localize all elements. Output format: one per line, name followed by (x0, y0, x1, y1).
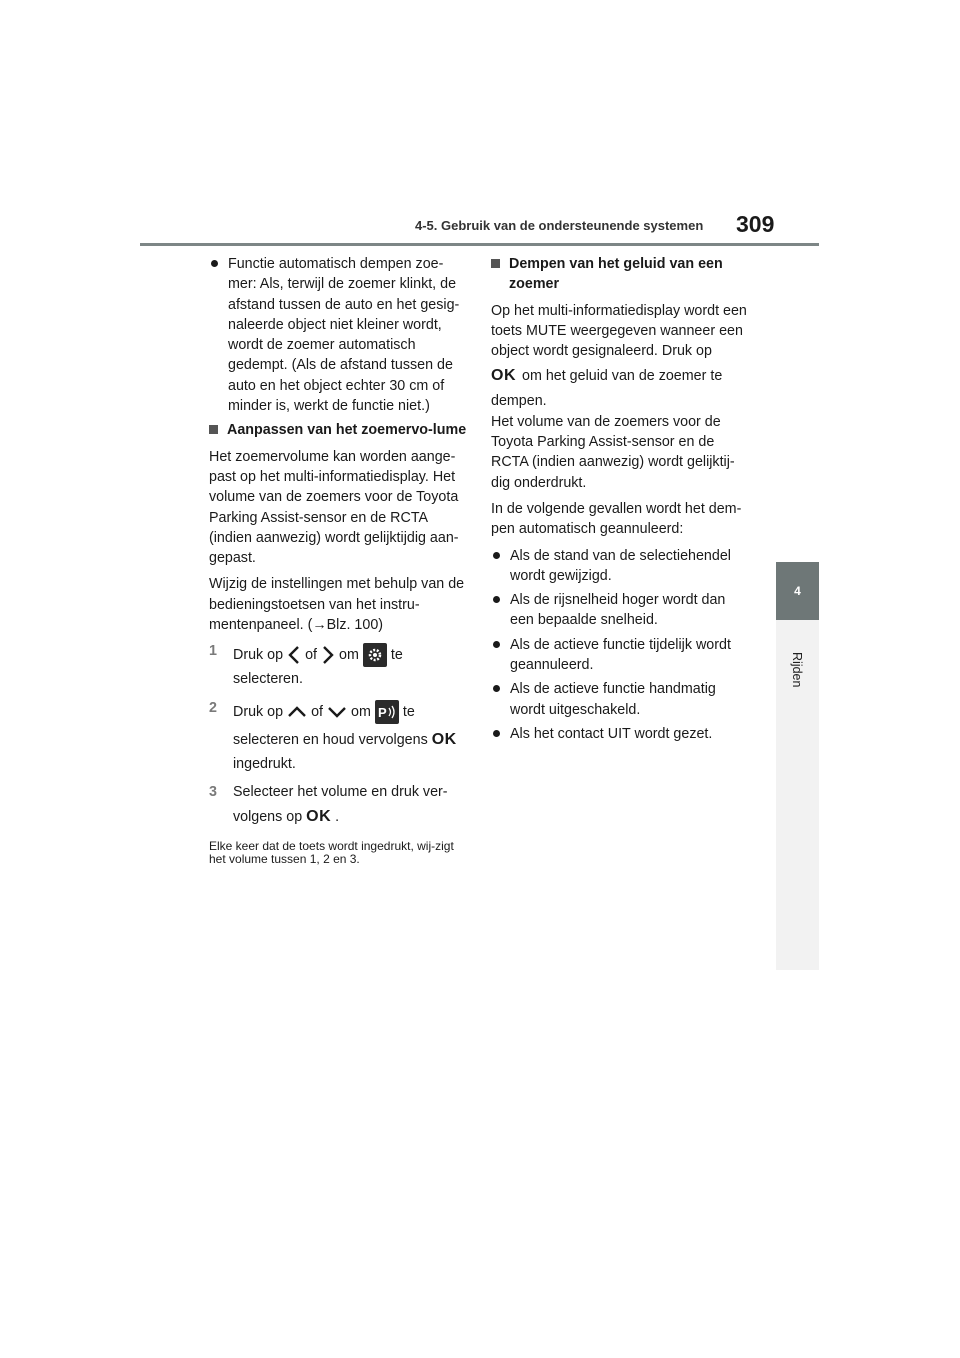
step-3 (209, 782, 469, 832)
step-text: om (339, 647, 359, 664)
list-item: Als het contact UIT wordt gezet. (491, 724, 753, 744)
ok-button-icon: OK (491, 367, 516, 385)
chevron-right-icon (321, 645, 335, 665)
step-text: of (305, 647, 317, 664)
step-number: 1 (209, 643, 217, 660)
list-item: Als de actieve functie tijdelijk wordt geannuleerd. (491, 635, 753, 676)
svg-text:P: P (377, 704, 387, 720)
step-number: 2 (209, 699, 217, 716)
paragraph-mute-cont: dempen. (491, 393, 547, 410)
paragraph-mute-volume: Het volume van de zoemers voor de Toyota Parking Assist-sensor en de RCTA (indien aanwezig) wordt gelijktij-dig onderdrukt. (491, 413, 735, 491)
ok-button-icon: OK (431, 730, 457, 748)
paragraph-mute-cont: om het geluid van de zoemer te (522, 368, 723, 385)
step-text: Druk op (233, 703, 284, 720)
step-text: ingedrukt. (233, 755, 296, 772)
chevron-left-icon (287, 645, 301, 665)
chevron-down-icon (327, 705, 347, 719)
left-column (209, 254, 469, 866)
step-1 (209, 641, 469, 689)
step-text: selecteren. (233, 671, 303, 688)
section-title: 4-5. Gebruik van de ondersteunende systemen (415, 218, 704, 233)
header-rule (140, 243, 819, 246)
list-item: Als de actieve functie handmatig wordt uitgeschakeld. (491, 679, 753, 720)
list-item: Als de stand van de selectiehendel wordt gewijzigd. (491, 546, 753, 587)
step-text: . (335, 809, 340, 826)
step-text: selecteren en houd vervolgens (233, 731, 428, 748)
chapter-tab-label: Rijden (790, 652, 804, 688)
ok-button-icon: OK (306, 808, 332, 826)
step-text: Selecteer het volume en druk ver- (233, 783, 448, 800)
chevron-up-icon (287, 705, 307, 719)
right-column (491, 254, 753, 748)
step-text: om (351, 703, 371, 720)
step-number: 3 (209, 783, 217, 800)
step-2 (209, 698, 469, 774)
heading-volume: Aanpassen van het zoemervo-lume (209, 420, 469, 440)
gear-icon (363, 643, 387, 667)
step-text: te (390, 647, 403, 664)
volume-note: Elke keer dat de toets wordt ingedrukt, wij-zigt het volume tussen 1, 2 en 3. (209, 839, 454, 867)
paragraph-cancel: In de volgende gevallen wordt het dem-pen automatisch geannuleerd: (491, 500, 742, 538)
paragraph-volume: Het zoemervolume kan worden aange-past op het multi-informatiedisplay. Het volume van de zoemers voor de Toyota Parking Assist-sensor en de RCTA (indien aanwezig) wordt gelijktijdig aan-gepast. (209, 448, 459, 567)
step-text: te (402, 703, 415, 720)
paragraph-settings: Wijzig de instellingen met behulp van de bedieningstoetsen van het instru-mentenpaneel. (→Blz. 100) (209, 576, 465, 634)
step-text: Druk op (233, 647, 284, 664)
paragraph-mute: Op het multi-informatiedisplay wordt een toets MUTE weergegeven wanneer een object wordt gesignaleerd. Druk op (491, 302, 747, 360)
list-item: Als de rijsnelheid hoger wordt dan een bepaalde snelheid. (491, 590, 753, 631)
chapter-tab-number: 4 (776, 562, 819, 620)
step-text: volgens op (233, 809, 303, 826)
bullet-auto-mute: Functie automatisch dempen zoe-mer: Als, terwijl de zoemer klinkt, de afstand tussen de auto en het gesig-naleerde object niet kleiner wordt, wordt de zoemer automatisch gedempt. (Als de afstand tussen de auto en het object echter 30 cm of minder is, werkt de functie niet.) (209, 254, 469, 416)
parking-sensor-icon (375, 700, 399, 724)
heading-mute: Dempen van het geluid van een zoemer (491, 254, 753, 295)
page-number: 309 (736, 211, 775, 237)
step-text: of (311, 703, 323, 720)
